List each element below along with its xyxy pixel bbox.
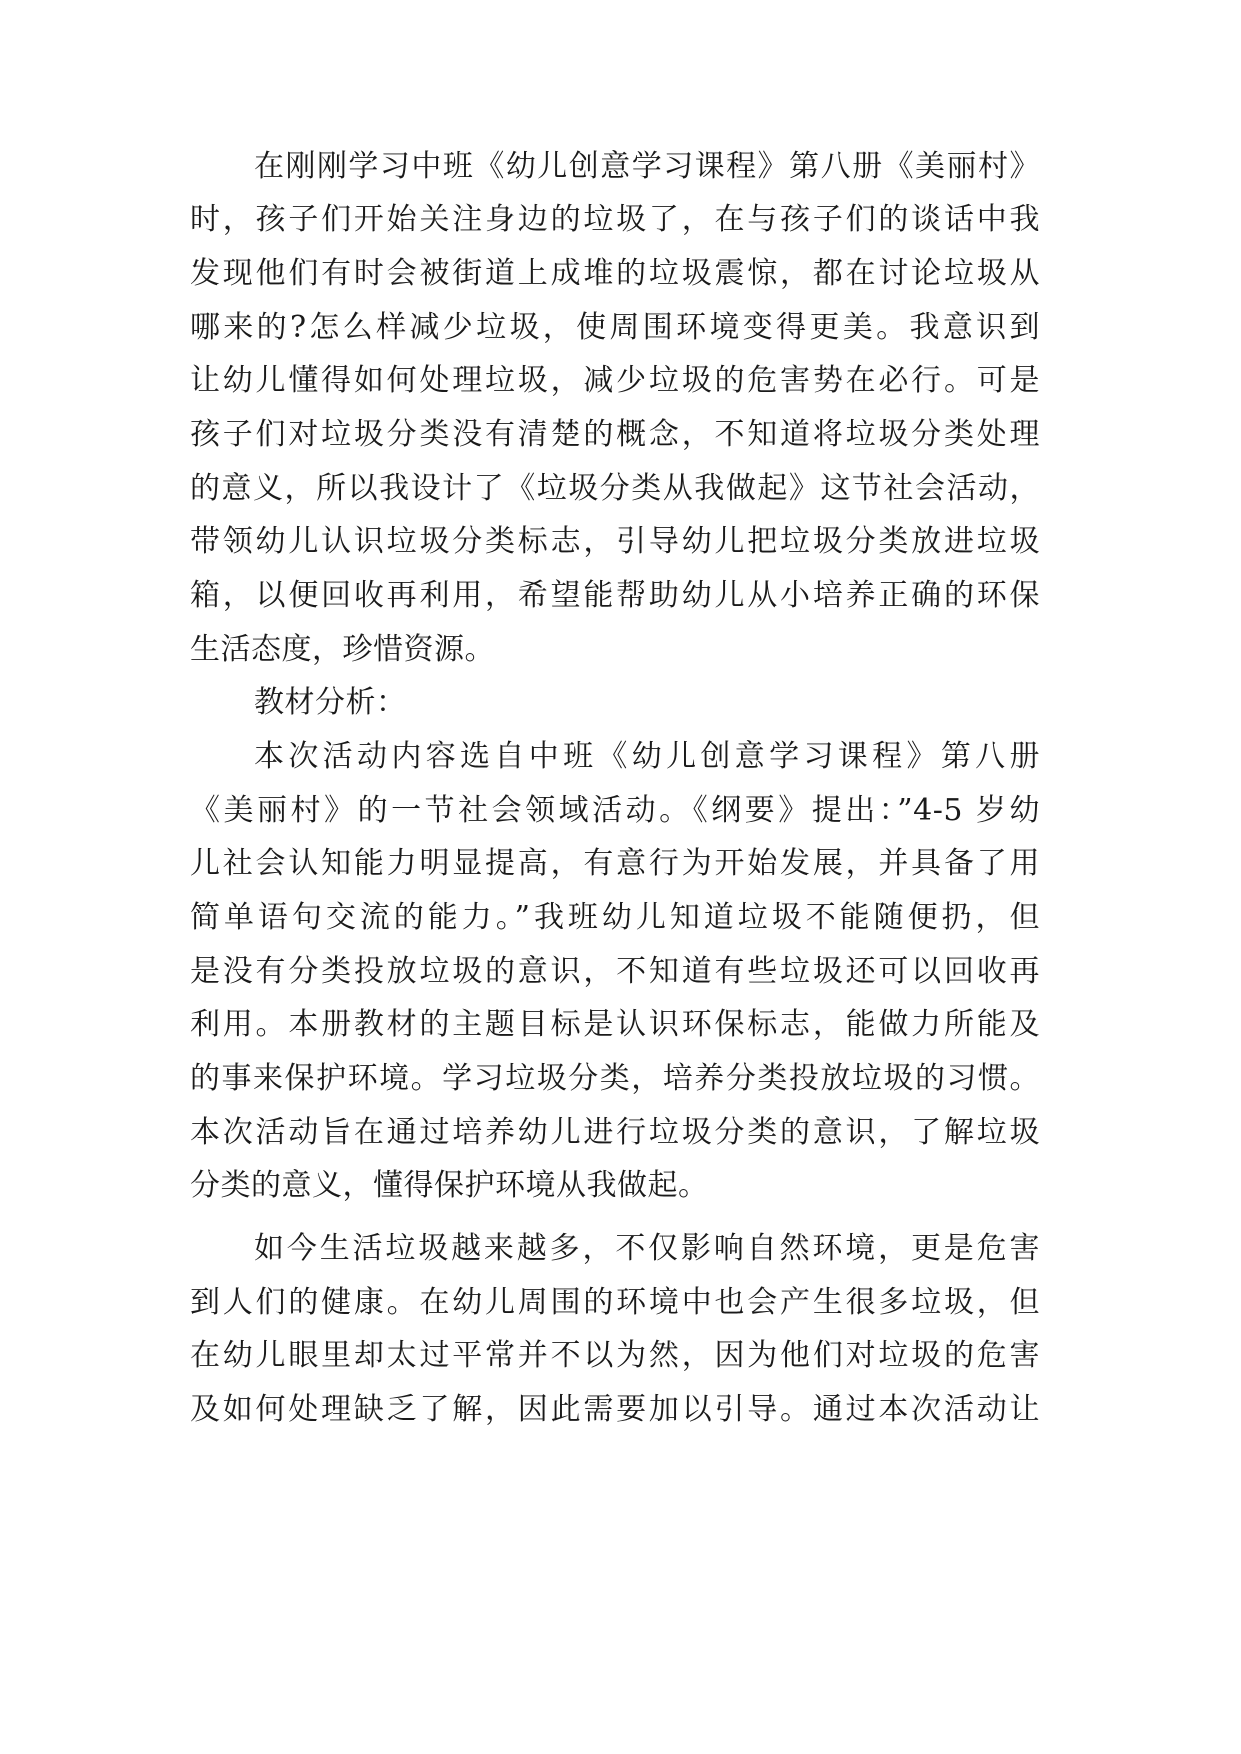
paragraph-1-line-3: 发现他们有时会被街道上成堆的垃圾震惊，都在讨论垃圾从	[190, 256, 1040, 291]
paragraph-3-line-3: 在幼儿眼里却太过平常并不以为然，因为他们对垃圾的危害	[190, 1338, 1040, 1373]
paragraph-1-line-2: 时，孩子们开始关注身边的垃圾了，在与孩子们的谈话中我	[190, 202, 1040, 237]
paragraph-3-line-4: 及如何处理缺乏了解，因此需要加以引导。通过本次活动让	[190, 1392, 1040, 1427]
paragraph-2-line-6: 利用。本册教材的主题目标是认识环保标志，能做力所能及	[190, 1007, 1040, 1042]
paragraph-3-line-2: 到人们的健康。在幼儿周围的环境中也会产生很多垃圾，但	[190, 1285, 1040, 1320]
paragraph-2-line-9: 分类的意义，懂得保护环境从我做起。	[190, 1168, 709, 1203]
paragraph-2-line-1: 本次活动内容选自中班《幼儿创意学习课程》第八册	[254, 739, 1040, 774]
paragraph-2-line-8: 本次活动旨在通过培养幼儿进行垃圾分类的意识，了解垃圾	[190, 1115, 1040, 1150]
paragraph-1-line-7: 的意义，所以我设计了《垃圾分类从我做起》这节社会活动，	[190, 471, 1040, 506]
paragraph-1-line-5: 让幼儿懂得如何处理垃圾，减少垃圾的危害势在必行。可是	[190, 363, 1040, 398]
paragraph-3-line-1: 如今生活垃圾越来越多，不仅影响自然环境，更是危害	[254, 1231, 1040, 1266]
paragraph-1-line-6: 孩子们对垃圾分类没有清楚的概念，不知道将垃圾分类处理	[190, 417, 1040, 452]
paragraph-1-line-8: 带领幼儿认识垃圾分类标志，引导幼儿把垃圾分类放进垃圾	[190, 524, 1040, 559]
paragraph-2-line-5: 是没有分类投放垃圾的意识，不知道有些垃圾还可以回收再	[190, 954, 1040, 989]
paragraph-2-line-3: 儿社会认知能力明显提高，有意行为开始发展，并具备了用	[190, 846, 1040, 881]
paragraph-1-line-4: 哪来的?怎么样减少垃圾，使周围环境变得更美。我意识到	[190, 310, 1040, 345]
paragraph-2-line-7: 的事来保护环境。学习垃圾分类，培养分类投放垃圾的习惯。	[190, 1061, 1040, 1096]
paragraph-1-line-10: 生活态度，珍惜资源。	[190, 632, 495, 667]
section-heading: 教材分析：	[254, 685, 407, 720]
paragraph-1-line-1: 在刚刚学习中班《幼儿创意学习课程》第八册《美丽村》	[254, 149, 1040, 184]
paragraph-2-line-4: 简单语句交流的能力。”我班幼儿知道垃圾不能随便扔，但	[190, 900, 1040, 935]
paragraph-2-line-2: 《美丽村》的一节社会领域活动。《纲要》提出：”4-5 岁幼	[190, 793, 1040, 828]
paragraph-1-line-9: 箱，以便回收再利用，希望能帮助幼儿从小培养正确的环保	[190, 578, 1040, 613]
